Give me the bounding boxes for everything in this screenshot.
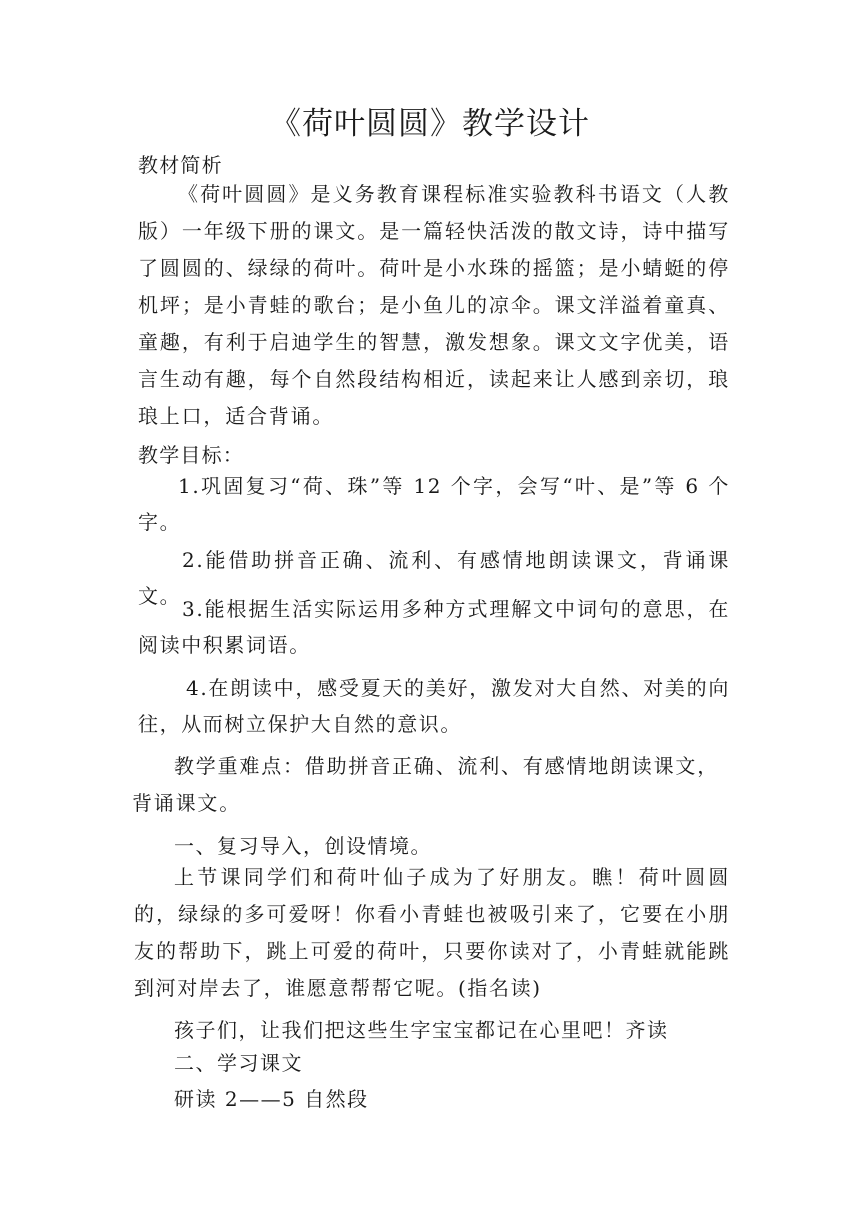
step1-heading: 一、复习导入，创设情境。 (174, 834, 432, 858)
material-paragraph: 《荷叶圆圆》是义务教育课程标准实验教科书语文（人教版）一年级下册的课文。是一篇轻快活泼的散文诗，诗中描写了圆圆的、绿绿的荷叶。荷叶是小水珠的摇篮；是小蜻蜓的停机坪；是小青蛙的歌台；是小鱼儿的凉伞。课文洋溢着童真、童趣，有利于启迪学生的智慧，激发想象。课文文字优美，语言生动有趣，每个自然段结构相近，读起来让人感到亲切，琅琅上口，适合背诵。 (138, 182, 730, 428)
section-heading-material: 教材简析 (138, 153, 223, 177)
step1-paragraph: 上节课同学们和荷叶仙子成为了好朋友。瞧！荷叶圆圆的，绿绿的多可爱呀！你看小青蛙也被吸引来了，它要在小朋友的帮助下，跳上可爱的荷叶，只要你读对了，小青蛙就能跳到河对岸去了，谁愿意帮帮它呢。(指名读) (134, 865, 730, 1000)
objective-item-2: 2.能借助拼音正确、流利、有感情地朗读课文，背诵课文。 (138, 548, 730, 608)
step2-heading: 二、学习课文 (174, 1051, 303, 1075)
objective-item-1: 1.巩固复习“荷、珠”等 12 个字，会写“叶、是”等 6 个字。 (138, 474, 730, 534)
step2-subheading: 研读 2——5 自然段 (174, 1087, 369, 1111)
step1-followup: 孩子们，让我们把这些生字宝宝都记在心里吧！齐读 (174, 1018, 669, 1042)
key-points-paragraph: 教学重难点：借助拼音正确、流利、有感情地朗读课文，背诵课文。 (132, 754, 719, 815)
section-heading-objectives: 教学目标： (138, 443, 244, 467)
objective-item-4: 4.在朗读中，感受夏天的美好，激发对大自然、对美的向往，从而树立保护大自然的意识。 (138, 676, 730, 736)
objective-item-3: 3.能根据生活实际运用多种方式理解文中词句的意思，在阅读中积累词语。 (138, 597, 730, 657)
document-title: 《荷叶圆圆》教学设计 (270, 106, 590, 142)
